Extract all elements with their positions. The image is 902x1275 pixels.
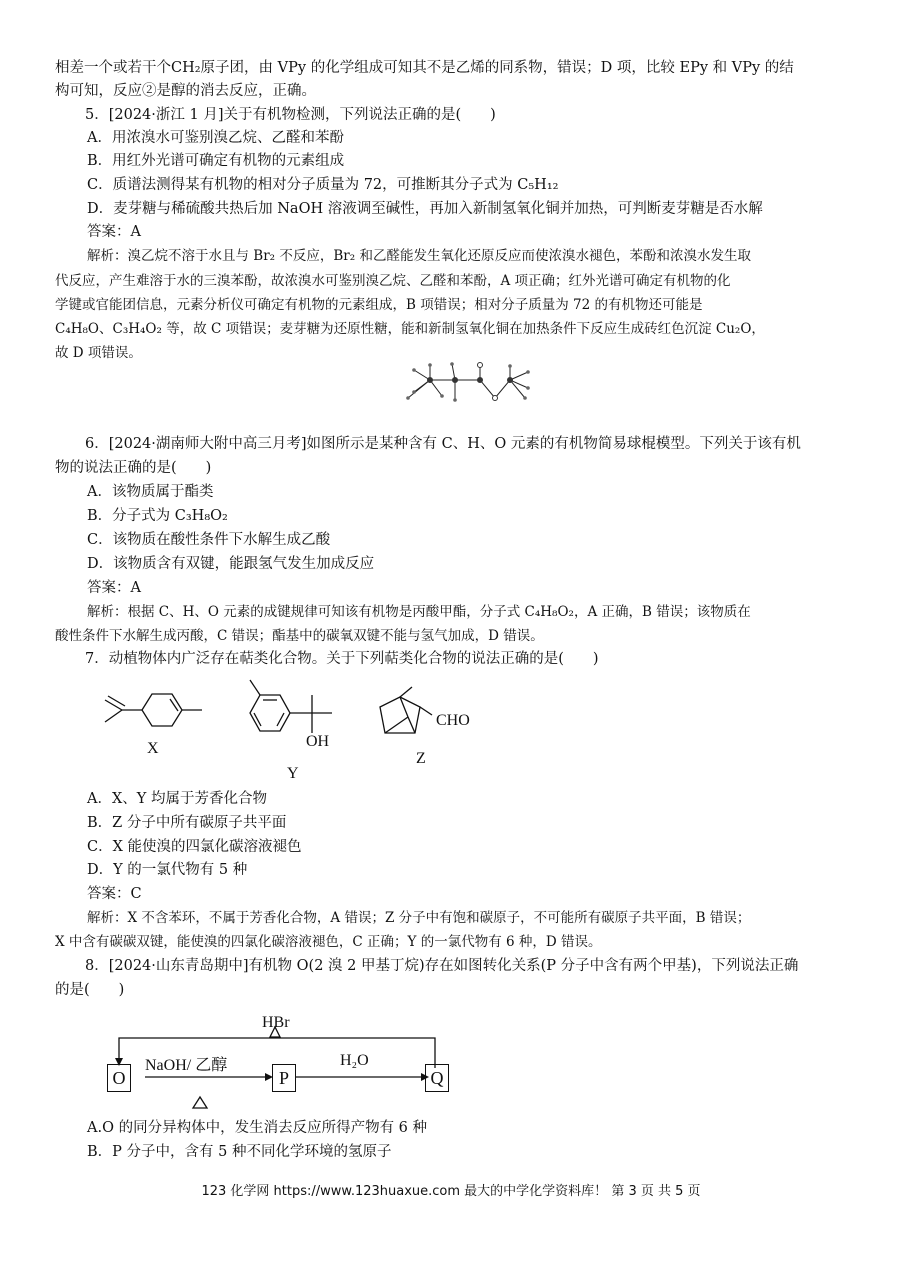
q6-option-c: C．该物质在酸性条件下水解生成乙酸 [87, 532, 331, 548]
q5-option-a: A．用浓溴水可鉴别溴乙烷、乙醛和苯酚 [87, 130, 344, 146]
question-6-stem: 6．[2024·湖南师大附中高三月考]如图所示是某种含有 C、H、O 元素的有机物简易球棍模型。下列关于该有机 [85, 436, 801, 452]
q6-analysis: 酸性条件下水解生成丙酸，C 错误；酯基中的碳氧双键不能与氢气加成，D 错误。 [55, 628, 544, 644]
q7-analysis: X 中含有碳碳双键，能使溴的四氯化碳溶液褪色，C 正确；Y 的一氯代物有 6 种，D 错误。 [55, 934, 602, 950]
structure-x-figure [100, 690, 210, 745]
hydroxyl-label: OH [306, 733, 330, 750]
structure-z-label: Z [416, 750, 426, 767]
q5-option-c: C．质谱法测得某有机物的相对分子质量为 72，可推断其分子式为 C₅H₁₂ [87, 177, 559, 193]
q5-analysis: 代反应，产生难溶于水的三溴苯酚，故浓溴水可鉴别溴乙烷、乙醛和苯酚，A 项正确；红外光谱可确定有机物的化 [55, 273, 731, 289]
text-line: 构可知，反应②是醇的消去反应，正确。 [55, 83, 316, 99]
compound-q-box: Q [425, 1064, 449, 1092]
reagent-naoh-ethanol: NaOH/ 乙醇 [145, 1057, 228, 1074]
q5-analysis: 解析：溴乙烷不溶于水且与 Br₂ 不反应，Br₂ 和乙醛能发生氧化还原反应而使浓溴水褪色，苯酚和浓溴水发生取 [87, 248, 751, 264]
q5-option-b: B．用红外光谱可确定有机物的元素组成 [87, 153, 345, 169]
question-6-stem: 物的说法正确的是( ) [55, 460, 212, 476]
q7-answer: 答案：C [87, 886, 142, 902]
q5-analysis: 学键或官能团信息，元素分析仪可确定有机物的元素组成，B 项错误；相对分子质量为 72 的有机物还可能是 [55, 297, 703, 313]
q7-option-b: B．Z 分子中所有碳原子共平面 [87, 815, 287, 831]
compound-o-box: O [107, 1064, 131, 1092]
q6-analysis: 解析：根据 C、H、O 元素的成键规律可知该有机物是丙酸甲酯，分子式 C₄H₈O₂，A 正确，B 错误；该物质在 [87, 604, 751, 620]
q8-option-a: A.O 的同分异构体中，发生消去反应所得产物有 6 种 [87, 1120, 428, 1136]
structure-y-label: Y [287, 765, 299, 782]
structure-x-label: X [147, 740, 159, 757]
q7-option-a: A．X、Y 均属于芳香化合物 [87, 791, 267, 807]
compound-p-box: P [272, 1064, 296, 1092]
q6-option-d: D．该物质含有双键，能跟氢气发生加成反应 [87, 556, 375, 572]
q5-analysis: C₄H₈O、C₃H₄O₂ 等，故 C 项错误；麦芽糖为还原性糖，能和新制氢氧化铜在加热条件下反应生成砖红色沉淀 Cu₂O， [55, 321, 765, 337]
q6-option-a: A．该物质属于酯类 [87, 484, 214, 500]
q7-option-c: C．X 能使溴的四氯化碳溶液褪色 [87, 839, 302, 855]
q5-answer: 答案：A [87, 224, 141, 240]
q5-option-d: D．麦芽糖与稀硫酸共热后加 NaOH 溶液调至碱性，再加入新制氢氧化铜并加热，可判断麦芽糖是否水解 [87, 201, 763, 217]
q8-option-b: B．P 分子中，含有 5 种不同化学环境的氢原子 [87, 1144, 392, 1160]
reagent-hbr: HBr [262, 1014, 290, 1031]
q7-option-d: D．Y 的一氯代物有 5 种 [87, 862, 248, 878]
page-footer: 123 化学网 https://www.123huaxue.com 最大的中学化学资料库！ 第 3 页 共 5 页 [201, 1184, 701, 1199]
q6-option-b: B．分子式为 C₃H₈O₂ [87, 508, 228, 524]
q7-analysis: 解析：X 不含苯环，不属于芳香化合物，A 错误；Z 分子中有饱和碳原子，不可能所有碳原子共平面，B 错误； [87, 910, 751, 926]
reagent-water: H₂O [340, 1052, 369, 1069]
question-8-stem: 的是( ) [55, 982, 125, 998]
aldehyde-label: CHO [436, 712, 470, 729]
ball-stick-model-figure [400, 360, 540, 410]
question-5-stem: 5．[2024·浙江 1 月]关于有机物检测，下列说法正确的是( ) [85, 107, 496, 123]
question-7-stem: 7．动植物体内广泛存在萜类化合物。关于下列萜类化合物的说法正确的是( ) [85, 651, 599, 667]
q5-analysis: 故 D 项错误。 [55, 345, 142, 361]
question-8-stem: 8．[2024·山东青岛期中]有机物 O(2 溴 2 甲基丁烷)存在如图转化关系(P 分子中含有两个甲基)，下列说法正确 [85, 958, 799, 974]
q6-answer: 答案：A [87, 580, 141, 596]
text-line: 相差一个或若干个CH₂原子团，由 VPy 的化学组成可知其不是乙烯的同系物，错误；D 项，比较 EPy 和 VPy 的结 [55, 60, 794, 76]
